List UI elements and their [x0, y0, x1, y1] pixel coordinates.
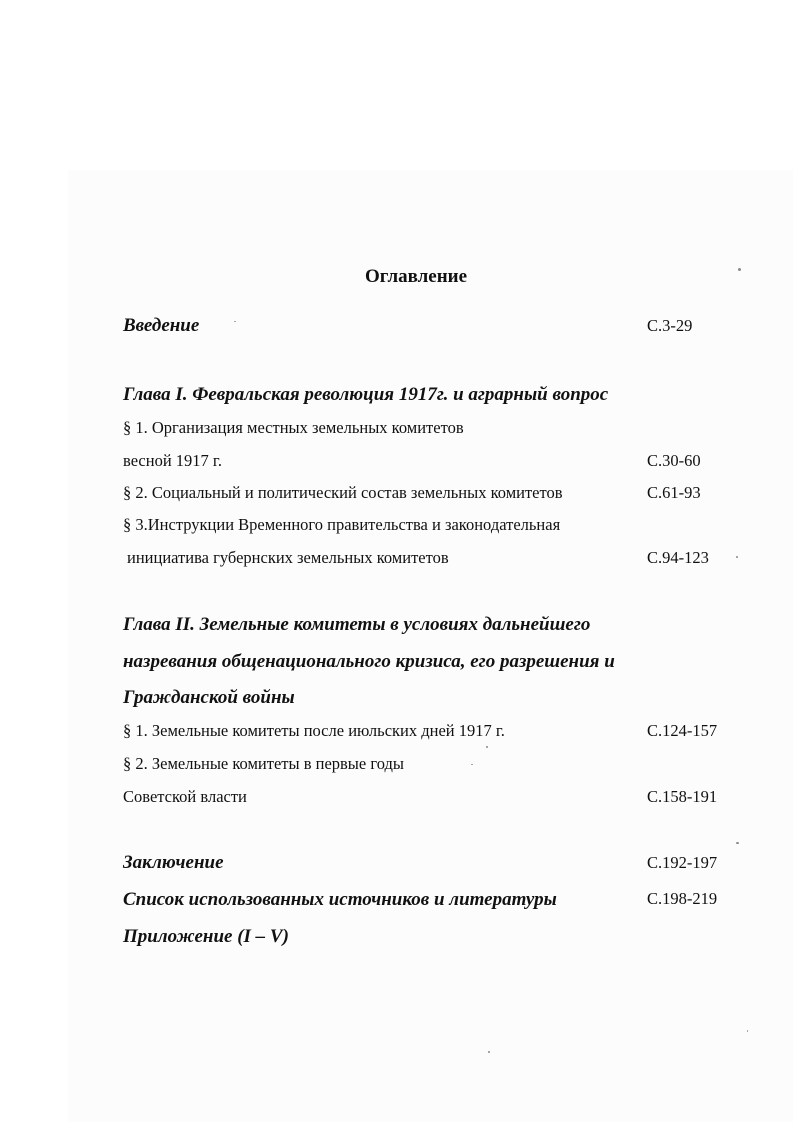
- chapter2-section2-pages: С.158-191: [647, 787, 718, 806]
- chapter2-heading-line1: Глава II. Земельные комитеты в условиях дальнейшего: [123, 614, 591, 635]
- scan-speck: [488, 1051, 490, 1053]
- chapter2-section1-line: § 1. Земельные комитеты после июльских дней 1917 г.: [123, 721, 505, 740]
- scan-speck: [471, 764, 473, 765]
- chapter1-section1-line2: весной 1917 г.: [123, 451, 222, 470]
- scanned-page-area: [68, 170, 793, 1122]
- chapter2-section2-line1: § 2. Земельные комитеты в первые годы: [123, 754, 404, 773]
- chapter2-heading-line2: назревания общенационального кризиса, его разрешения и: [123, 651, 615, 672]
- conclusion-label: Заключение: [123, 852, 224, 873]
- chapter2-section2-line2: Советской власти: [123, 787, 247, 806]
- chapter1-section3-line2: инициатива губернских земельных комитетов: [127, 548, 449, 567]
- bibliography-label: Список использованных источников и литературы: [123, 889, 557, 910]
- toc-title: Оглавление: [365, 266, 468, 287]
- scan-speck: [736, 556, 738, 558]
- chapter1-section1-pages: С.30-60: [647, 451, 701, 470]
- scan-speck: [736, 842, 739, 844]
- bibliography-pages: С.198-219: [647, 889, 718, 908]
- chapter1-section2-pages: С.61-93: [647, 483, 701, 502]
- intro-pages: С.3-29: [647, 316, 693, 335]
- intro-label: Введение: [123, 315, 200, 336]
- scan-speck: [486, 746, 488, 748]
- chapter1-heading: Глава I. Февральская революция 1917г. и аграрный вопрос: [123, 384, 609, 405]
- scan-speck: [234, 321, 236, 322]
- scan-speck: [747, 1030, 748, 1032]
- conclusion-pages: С.192-197: [647, 853, 718, 872]
- chapter1-section2-line: § 2. Социальный и политический состав земельных комитетов: [123, 483, 563, 502]
- chapter1-section3-pages: С.94-123: [647, 548, 709, 567]
- chapter2-section1-pages: С.124-157: [647, 721, 718, 740]
- scan-speck: [738, 268, 741, 271]
- chapter1-section1-line1: § 1. Организация местных земельных комитетов: [123, 418, 464, 437]
- chapter2-heading-line3: Гражданской войны: [123, 687, 295, 708]
- chapter1-section3-line1: § 3.Инструкции Временного правительства и законодательная: [123, 515, 561, 534]
- appendix-label: Приложение (I – V): [123, 926, 289, 947]
